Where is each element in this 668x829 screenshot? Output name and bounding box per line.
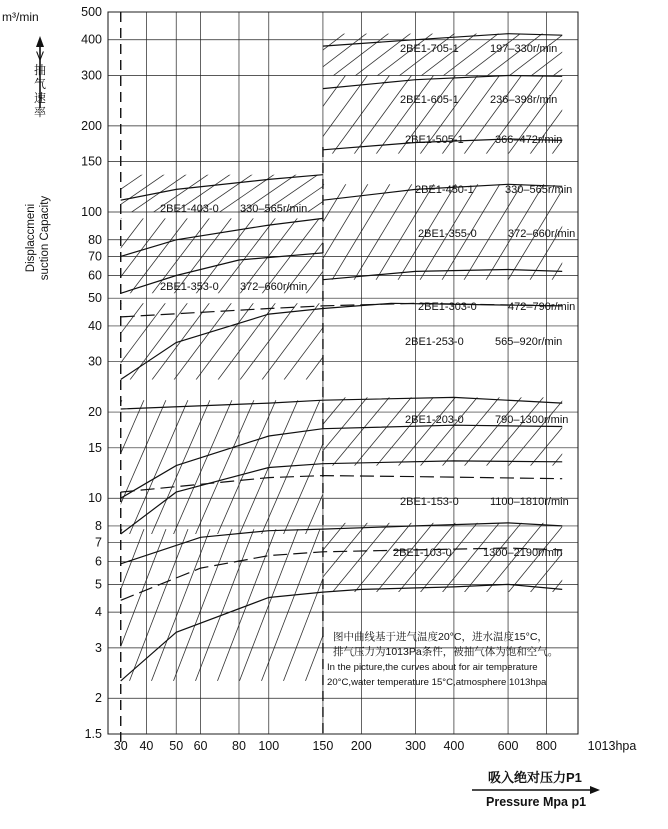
y-tick-label: 7 [95,535,102,550]
hatch-stroke [551,32,611,78]
hatch-stroke [173,527,233,683]
hatch-stroke [397,395,457,467]
hatch-stroke [129,398,189,536]
model-name-label: 2BE1-303-0 [418,301,477,313]
model-speed-label: 565–920r/min [495,336,563,348]
hatch-stroke [283,398,343,536]
hatch-stroke [287,32,347,78]
hatch-stroke [283,527,343,683]
y-tick-label: 2 [95,691,102,706]
x-tick-label: 50 [169,739,184,753]
model-speed-label: 372–660r/min [240,281,308,293]
hatch-stroke [639,73,668,155]
x-tick-label: 1013hpa [587,739,637,753]
hatch-stroke [287,521,347,594]
hatch-stroke [573,395,633,467]
hatch-stroke [261,527,321,683]
hatch-stroke [375,395,435,467]
x-tick-label: 100 [258,739,280,753]
hatch-stroke [595,395,655,467]
xlabel-cn: 吸入绝对压力P1 [488,770,582,785]
model-name-label: 2BE1-355-0 [418,228,477,240]
hatch-stroke [107,216,167,295]
curve-layer [121,34,563,681]
hatch-stroke [595,73,655,155]
hatch-stroke [265,73,325,155]
y-tick-label: 20 [88,405,102,420]
model-speed-label: 330–565r/min [505,184,573,196]
hatch-stroke [419,395,479,467]
model-name-label: 2BE1-450-1 [415,184,474,196]
curve-2be1-355-0 [323,270,562,280]
x-tick-label: 40 [139,739,154,753]
annotation-en-1: In the picture,the curves about for air temperature [327,662,538,673]
hatch-stroke [617,521,668,594]
hatch-stroke [195,527,255,683]
curve-2be1-403-0 [121,175,323,201]
hatch-stroke [195,301,255,381]
annotation-en-2: 20°C,water temperature 15°C,atmosphere 1013hpa [327,677,547,688]
hatch-stroke [305,173,365,214]
hatch-stroke [485,395,545,467]
hatch-stroke [309,32,369,78]
hatch-stroke [639,32,668,78]
hatch-stroke [305,398,365,536]
model-speed-label: 1100–1810r/min [490,496,569,508]
y-tick-label: 200 [81,118,102,133]
hatch-stroke [327,216,387,295]
y-tick-label: 60 [88,268,102,283]
hatch-stroke [331,182,391,281]
model-speed-label: 236–398r/min [490,94,558,106]
hatch-stroke [551,395,611,467]
y-tick-label: 400 [81,32,102,47]
curve-2be1-605-1 [323,76,562,89]
y-tick-label: 1.5 [84,727,102,741]
hatch-stroke [617,73,668,155]
ylabel-en-line2: suction Capacity [39,195,51,281]
model-speed-label: 472–790r/min [508,301,576,313]
model-speed-label: 366–472r/min [495,134,563,146]
y-tick-label: 80 [88,232,102,247]
hatch-stroke [331,521,391,594]
hatch-stroke [265,32,325,78]
hatch-stroke [349,301,409,381]
y-tick-label: 50 [88,291,102,306]
hatch-stroke [217,398,277,536]
hatch-stroke [243,32,303,78]
hatch-stroke [639,395,668,467]
y-tick-label: 4 [95,605,102,620]
y-tick-label: 500 [81,5,102,19]
plot-frame [108,12,578,734]
ylabel-cn-3: 速 [33,91,47,105]
x-tick-label: 600 [497,739,519,753]
model-speed-label: 790–1300r/min [495,414,569,426]
hatch-band [243,395,668,467]
hatch-stroke [261,301,321,381]
y-unit-label: m³/min [2,10,39,24]
hatch-stroke [327,301,387,381]
y-tick-label: 100 [81,205,102,220]
hatch-band [41,398,453,536]
ylabel-cn-1: 抽 [33,63,47,77]
model-speed-label: 197–330r/min [490,43,558,55]
hatch-stroke [243,182,303,281]
hatch-stroke [595,521,655,594]
hatch-stroke [331,73,391,155]
x-axis-arrowhead [590,786,600,794]
hatch-stroke [529,395,589,467]
hatch-stroke [353,182,413,281]
hatch-stroke [173,398,233,536]
model-name-label: 2BE1-605-1 [400,94,459,106]
hatch-stroke [639,521,668,594]
x-tick-label: 60 [193,739,208,753]
hatch-stroke [617,32,668,78]
hatch-stroke [305,301,365,381]
y-tick-label: 40 [88,318,102,333]
model-speed-label: 330–565r/min [240,203,308,215]
hatch-stroke [243,73,303,155]
ylabel-en-line1: Displaccmeni [25,203,37,273]
hatch-stroke [305,216,365,295]
hatch-stroke [507,395,567,467]
hatch-stroke [573,521,633,594]
hatch-band [41,527,453,683]
hatch-stroke [617,182,668,281]
model-speed-label: 1300–2190r/min [483,547,563,559]
hatch-stroke [309,73,369,155]
hatch-stroke [331,395,391,467]
model-name-label: 2BE1-505-1 [405,134,464,146]
x-tick-label: 30 [113,739,128,753]
hatch-stroke [595,32,655,78]
hatch-stroke [217,301,277,381]
x-tick-label: 400 [443,739,465,753]
x-tick-label: 800 [536,739,557,753]
annotation-cn-1: 图中曲线基于进气温度20°C，进水温度15°C， [333,631,548,643]
y-tick-label: 300 [81,68,102,83]
hatch-stroke [617,395,668,467]
hatch-stroke [129,527,189,683]
y-tick-label: 15 [88,440,102,455]
annotation-cn-2: 排气压力为1013Pa条件，被抽气体为饱和空气。 [333,646,559,658]
y-tick-label: 3 [95,640,102,655]
hatch-stroke [595,182,655,281]
hatch-stroke [195,398,255,536]
hatch-stroke [331,32,391,78]
y-tick-label: 6 [95,554,102,569]
hatch-stroke [639,182,668,281]
model-speed-label: 372–660r/min [508,228,576,240]
y-tick-label: 5 [95,577,102,592]
hatch-stroke [573,32,633,78]
hatch-stroke [63,527,123,683]
hatch-stroke [287,73,347,155]
hatch-stroke [573,182,633,281]
hatch-stroke [349,398,409,536]
hatch-stroke [63,301,123,381]
y-tick-label: 8 [95,518,102,533]
model-name-label: 2BE1-353-0 [160,281,219,293]
hatch-stroke [217,527,277,683]
x-tick-label: 150 [312,739,334,753]
hatch-stroke [265,182,325,281]
model-name-label: 2BE1-203-0 [405,414,464,426]
x-tick-label: 300 [405,739,426,753]
hatch-stroke [353,395,413,467]
hatch-stroke [441,395,501,467]
hatch-stroke [309,182,369,281]
model-name-label: 2BE1-253-0 [405,336,464,348]
x-tick-label: 80 [232,739,246,753]
hatch-stroke [309,521,369,594]
hatch-stroke [107,398,167,536]
hatch-stroke [463,395,523,467]
hatch-stroke [151,398,211,536]
model-name-label: 2BE1-705-1 [400,43,459,55]
hatch-stroke [41,301,101,381]
model-name-label: 2BE1-153-0 [400,496,459,508]
hatch-band [41,301,453,381]
y-axis-label-cn [34,36,46,119]
ylabel-cn-0: V [35,49,45,63]
y-tick-label: 10 [88,491,102,506]
hatch-stroke [309,395,369,467]
hatch-stroke [107,527,167,683]
x-tick-label: 200 [350,739,372,753]
y-tick-label: 150 [81,154,102,169]
hatch-stroke [85,527,145,683]
hatch-stroke [265,521,325,594]
hatch-stroke [287,182,347,281]
y-axis-arrowhead [36,36,44,47]
hatch-stroke [327,398,387,536]
ylabel-cn-2: 气 [33,77,47,91]
hatch-stroke [41,527,101,683]
x-axis-label [472,770,600,809]
xlabel-en: Pressure Mpa p1 [486,795,587,809]
y-tick-label: 70 [88,249,102,264]
hatch-stroke [349,216,409,295]
model-name-label: 2BE1-103-0 [393,547,452,559]
y-tick-label: 30 [88,354,102,369]
hatch-stroke [305,527,365,683]
ylabel-cn-4: 率 [33,105,47,119]
hatch-stroke [573,73,633,155]
hatch-layer [41,32,668,683]
hatch-stroke [283,301,343,381]
model-name-label: 2BE1-403-0 [160,203,219,215]
